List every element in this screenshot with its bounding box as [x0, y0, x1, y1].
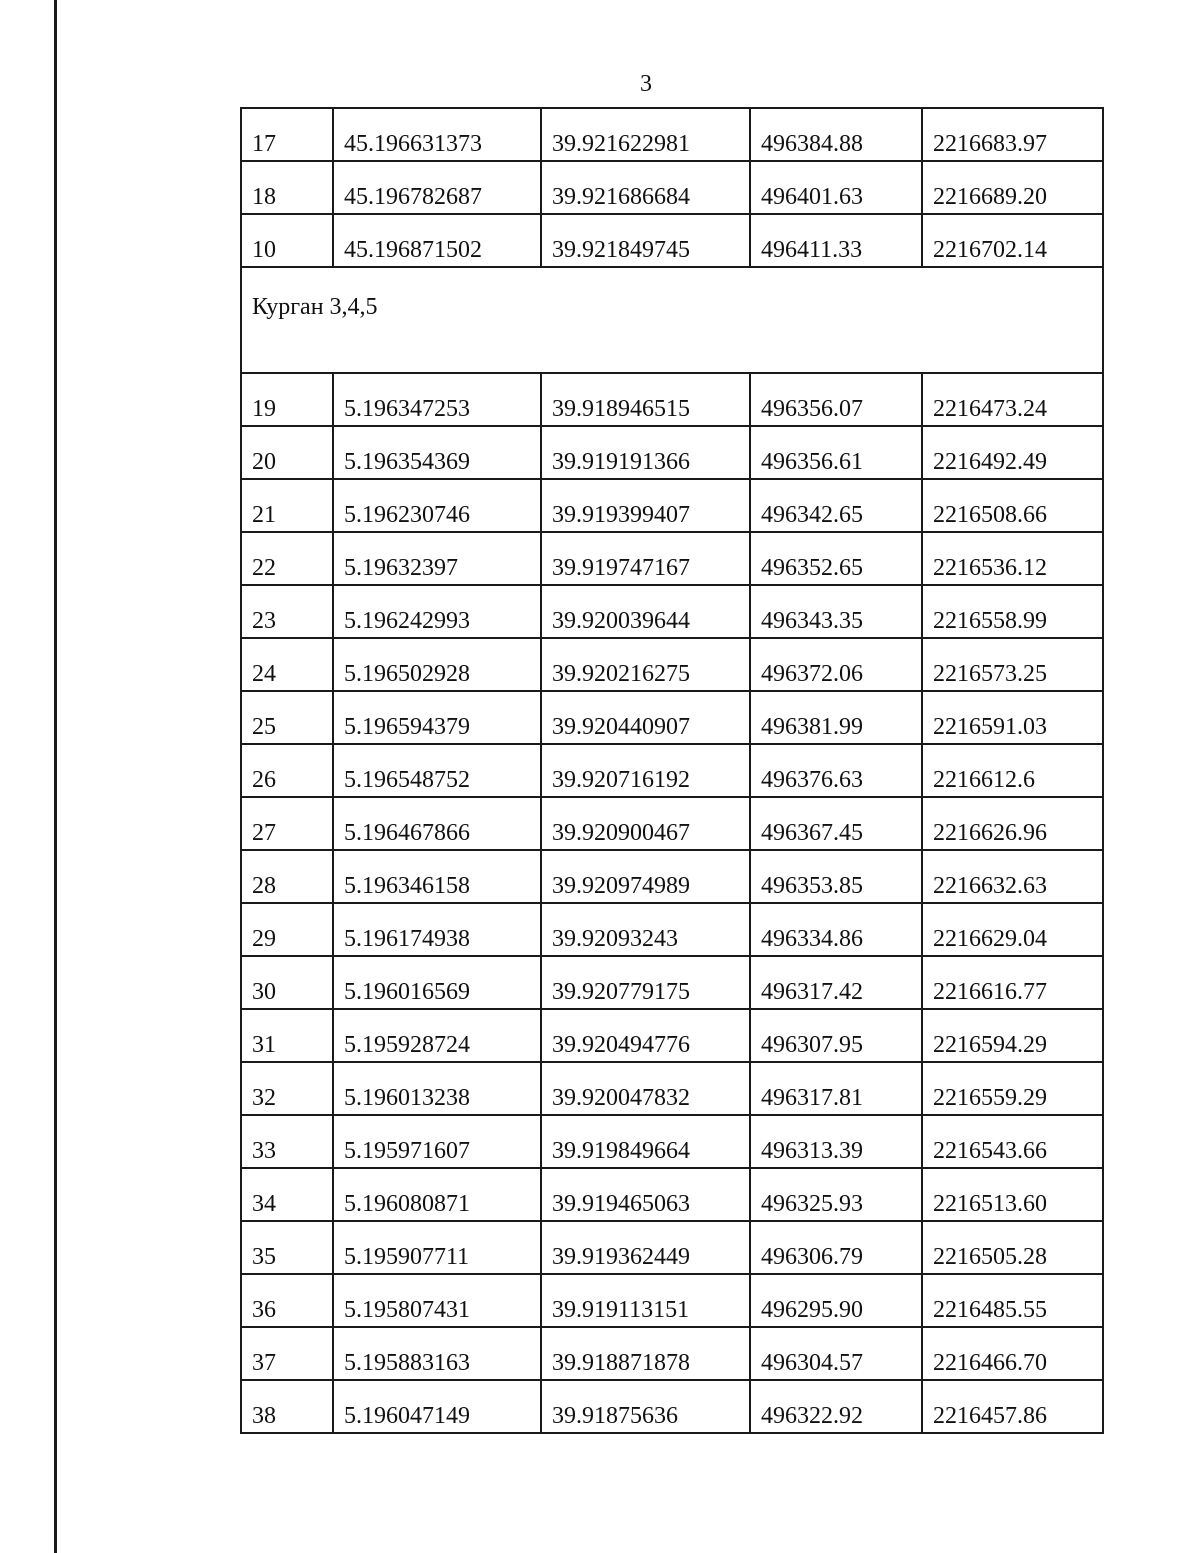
point-number-cell: 27 [241, 797, 333, 850]
latitude-cell: 5.196016569 [333, 956, 541, 1009]
latitude-cell: 5.195807431 [333, 1274, 541, 1327]
table-row [241, 956, 1103, 1009]
x-coordinate-cell: 496367.45 [750, 797, 922, 850]
table-row [241, 1221, 1103, 1274]
longitude-cell: 39.920974989 [541, 850, 750, 903]
latitude-cell: 5.196594379 [333, 691, 541, 744]
x-coordinate-cell: 496343.35 [750, 585, 922, 638]
longitude-cell: 39.920039644 [541, 585, 750, 638]
point-number-cell: 20 [241, 426, 333, 479]
longitude-cell: 39.919362449 [541, 1221, 750, 1274]
longitude-cell: 39.92093243 [541, 903, 750, 956]
y-coordinate-cell: 2216626.96 [922, 797, 1103, 850]
point-number-cell: 34 [241, 1168, 333, 1221]
x-coordinate-cell: 496334.86 [750, 903, 922, 956]
latitude-cell: 5.196080871 [333, 1168, 541, 1221]
point-number-cell: 29 [241, 903, 333, 956]
table-row [241, 850, 1103, 903]
table-row [241, 1327, 1103, 1380]
point-number-cell: 19 [241, 373, 333, 426]
page-margin-rule [54, 0, 57, 1553]
table-row [241, 426, 1103, 479]
x-coordinate-cell: 496306.79 [750, 1221, 922, 1274]
coordinates-table-body [241, 108, 1103, 1433]
longitude-cell: 39.918946515 [541, 373, 750, 426]
x-coordinate-cell: 496325.93 [750, 1168, 922, 1221]
table-row [241, 691, 1103, 744]
table-row [241, 1380, 1103, 1433]
latitude-cell: 5.196230746 [333, 479, 541, 532]
x-coordinate-cell: 496384.88 [750, 108, 922, 161]
longitude-cell: 39.919465063 [541, 1168, 750, 1221]
point-number-cell: 25 [241, 691, 333, 744]
table-row [241, 1115, 1103, 1168]
x-coordinate-cell: 496317.42 [750, 956, 922, 1009]
longitude-cell: 39.921622981 [541, 108, 750, 161]
latitude-cell: 5.196502928 [333, 638, 541, 691]
point-number-cell: 22 [241, 532, 333, 585]
point-number-cell: 36 [241, 1274, 333, 1327]
latitude-cell: 5.195971607 [333, 1115, 541, 1168]
section-header-row [241, 267, 1103, 373]
x-coordinate-cell: 496313.39 [750, 1115, 922, 1168]
y-coordinate-cell: 2216559.29 [922, 1062, 1103, 1115]
y-coordinate-cell: 2216543.66 [922, 1115, 1103, 1168]
y-coordinate-cell: 2216513.60 [922, 1168, 1103, 1221]
longitude-cell: 39.920047832 [541, 1062, 750, 1115]
longitude-cell: 39.921686684 [541, 161, 750, 214]
y-coordinate-cell: 2216594.29 [922, 1009, 1103, 1062]
y-coordinate-cell: 2216683.97 [922, 108, 1103, 161]
table-row [241, 373, 1103, 426]
table-row [241, 161, 1103, 214]
point-number-cell: 28 [241, 850, 333, 903]
point-number-cell: 38 [241, 1380, 333, 1433]
latitude-cell: 5.195928724 [333, 1009, 541, 1062]
latitude-cell: 5.195883163 [333, 1327, 541, 1380]
point-number-cell: 18 [241, 161, 333, 214]
table-row [241, 797, 1103, 850]
longitude-cell: 39.91875636 [541, 1380, 750, 1433]
latitude-cell: 5.196467866 [333, 797, 541, 850]
latitude-cell: 5.196347253 [333, 373, 541, 426]
y-coordinate-cell: 2216612.6 [922, 744, 1103, 797]
longitude-cell: 39.919849664 [541, 1115, 750, 1168]
x-coordinate-cell: 496352.65 [750, 532, 922, 585]
x-coordinate-cell: 496372.06 [750, 638, 922, 691]
point-number-cell: 31 [241, 1009, 333, 1062]
longitude-cell: 39.920440907 [541, 691, 750, 744]
point-number-cell: 17 [241, 108, 333, 161]
latitude-cell: 5.196346158 [333, 850, 541, 903]
table-row [241, 214, 1103, 267]
point-number-cell: 33 [241, 1115, 333, 1168]
latitude-cell: 5.195907711 [333, 1221, 541, 1274]
latitude-cell: 5.196047149 [333, 1380, 541, 1433]
x-coordinate-cell: 496356.07 [750, 373, 922, 426]
latitude-cell: 45.196631373 [333, 108, 541, 161]
table-row [241, 744, 1103, 797]
table-row [241, 108, 1103, 161]
section-label: Курган 3,4,5 [241, 267, 1103, 373]
longitude-cell: 39.920779175 [541, 956, 750, 1009]
longitude-cell: 39.920900467 [541, 797, 750, 850]
latitude-cell: 5.196548752 [333, 744, 541, 797]
y-coordinate-cell: 2216632.63 [922, 850, 1103, 903]
longitude-cell: 39.921849745 [541, 214, 750, 267]
x-coordinate-cell: 496317.81 [750, 1062, 922, 1115]
x-coordinate-cell: 496304.57 [750, 1327, 922, 1380]
point-number-cell: 21 [241, 479, 333, 532]
longitude-cell: 39.920716192 [541, 744, 750, 797]
latitude-cell: 5.196174938 [333, 903, 541, 956]
y-coordinate-cell: 2216505.28 [922, 1221, 1103, 1274]
longitude-cell: 39.919399407 [541, 479, 750, 532]
table-row [241, 1168, 1103, 1221]
y-coordinate-cell: 2216591.03 [922, 691, 1103, 744]
table-row [241, 585, 1103, 638]
x-coordinate-cell: 496376.63 [750, 744, 922, 797]
point-number-cell: 10 [241, 214, 333, 267]
table-row [241, 1009, 1103, 1062]
x-coordinate-cell: 496295.90 [750, 1274, 922, 1327]
table-row [241, 638, 1103, 691]
table-row [241, 479, 1103, 532]
point-number-cell: 30 [241, 956, 333, 1009]
longitude-cell: 39.919747167 [541, 532, 750, 585]
y-coordinate-cell: 2216702.14 [922, 214, 1103, 267]
x-coordinate-cell: 496322.92 [750, 1380, 922, 1433]
point-number-cell: 32 [241, 1062, 333, 1115]
longitude-cell: 39.920216275 [541, 638, 750, 691]
longitude-cell: 39.919113151 [541, 1274, 750, 1327]
x-coordinate-cell: 496401.63 [750, 161, 922, 214]
y-coordinate-cell: 2216473.24 [922, 373, 1103, 426]
y-coordinate-cell: 2216508.66 [922, 479, 1103, 532]
y-coordinate-cell: 2216616.77 [922, 956, 1103, 1009]
x-coordinate-cell: 496353.85 [750, 850, 922, 903]
table-row [241, 1274, 1103, 1327]
table-row [241, 903, 1103, 956]
x-coordinate-cell: 496381.99 [750, 691, 922, 744]
coordinates-table [240, 107, 1104, 1434]
table-row [241, 532, 1103, 585]
table-row [241, 1062, 1103, 1115]
y-coordinate-cell: 2216573.25 [922, 638, 1103, 691]
y-coordinate-cell: 2216492.49 [922, 426, 1103, 479]
latitude-cell: 45.196782687 [333, 161, 541, 214]
point-number-cell: 24 [241, 638, 333, 691]
x-coordinate-cell: 496411.33 [750, 214, 922, 267]
x-coordinate-cell: 496342.65 [750, 479, 922, 532]
longitude-cell: 39.920494776 [541, 1009, 750, 1062]
y-coordinate-cell: 2216466.70 [922, 1327, 1103, 1380]
y-coordinate-cell: 2216558.99 [922, 585, 1103, 638]
latitude-cell: 5.196013238 [333, 1062, 541, 1115]
point-number-cell: 37 [241, 1327, 333, 1380]
y-coordinate-cell: 2216457.86 [922, 1380, 1103, 1433]
latitude-cell: 5.196242993 [333, 585, 541, 638]
latitude-cell: 45.196871502 [333, 214, 541, 267]
point-number-cell: 23 [241, 585, 333, 638]
point-number-cell: 35 [241, 1221, 333, 1274]
y-coordinate-cell: 2216536.12 [922, 532, 1103, 585]
page-number: 3 [640, 71, 652, 97]
x-coordinate-cell: 496356.61 [750, 426, 922, 479]
x-coordinate-cell: 496307.95 [750, 1009, 922, 1062]
latitude-cell: 5.196354369 [333, 426, 541, 479]
latitude-cell: 5.19632397 [333, 532, 541, 585]
y-coordinate-cell: 2216689.20 [922, 161, 1103, 214]
longitude-cell: 39.919191366 [541, 426, 750, 479]
point-number-cell: 26 [241, 744, 333, 797]
longitude-cell: 39.918871878 [541, 1327, 750, 1380]
y-coordinate-cell: 2216629.04 [922, 903, 1103, 956]
y-coordinate-cell: 2216485.55 [922, 1274, 1103, 1327]
